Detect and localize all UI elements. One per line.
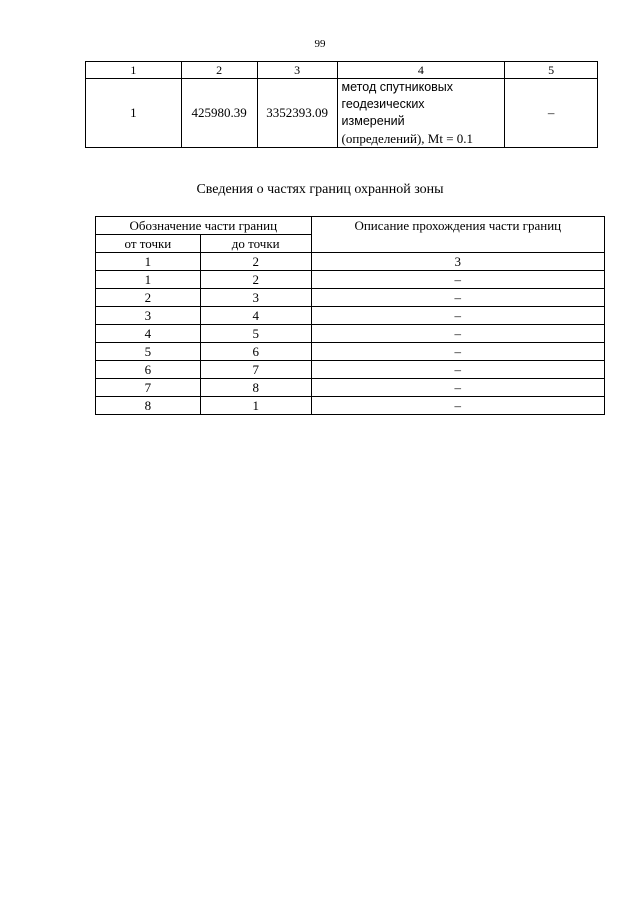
table-row	[86, 79, 598, 148]
method-cell	[337, 79, 505, 148]
to-point-cell: 1	[200, 397, 311, 415]
from-point-cell: 2	[96, 289, 201, 307]
to-point-cell: 3	[200, 289, 311, 307]
from-point-cell: 3	[96, 307, 201, 325]
boundary-parts-table	[95, 216, 605, 415]
table-row	[96, 271, 605, 289]
to-point-cell: 5	[200, 325, 311, 343]
column-header: 1	[86, 62, 182, 79]
coordinates-header-row	[86, 62, 598, 79]
to-point-cell: 2	[200, 271, 311, 289]
description-cell: –	[311, 307, 604, 325]
method-line: (определений), Mt = 0.1	[341, 131, 474, 146]
description-cell: –	[311, 361, 604, 379]
x-coordinate-cell: 425980.39	[181, 79, 257, 148]
method-line: метод спутниковых	[341, 80, 454, 94]
from-point-cell: 4	[96, 325, 201, 343]
page-number: 99	[314, 38, 326, 50]
from-point-cell: 1	[96, 271, 201, 289]
column-index-row	[96, 253, 605, 271]
y-coordinate-cell: 3352393.09	[257, 79, 337, 148]
from-point-header: от точки	[96, 235, 201, 253]
column-index: 1	[96, 253, 201, 271]
description-cell: –	[311, 289, 604, 307]
column-header: 5	[505, 62, 598, 79]
coordinates-table	[85, 61, 598, 148]
to-point-cell: 4	[200, 307, 311, 325]
parts-header-row	[96, 217, 605, 235]
from-point-cell: 8	[96, 397, 201, 415]
description-cell: –	[311, 343, 604, 361]
to-point-cell: 8	[200, 379, 311, 397]
table-row	[96, 397, 605, 415]
method-line: геодезических	[341, 97, 425, 111]
description-header: Описание прохождения части границ	[311, 217, 604, 253]
column-header: 3	[257, 62, 337, 79]
table-row	[96, 325, 605, 343]
to-point-cell: 6	[200, 343, 311, 361]
table-row	[96, 289, 605, 307]
section-title: Сведения о частях границ охранной зоны	[196, 182, 444, 197]
to-point-header: до точки	[200, 235, 311, 253]
table-row	[96, 343, 605, 361]
from-point-cell: 5	[96, 343, 201, 361]
table-row	[96, 307, 605, 325]
to-point-cell: 7	[200, 361, 311, 379]
description-cell: –	[311, 271, 604, 289]
column-header: 2	[181, 62, 257, 79]
table-row	[96, 379, 605, 397]
from-point-cell: 7	[96, 379, 201, 397]
point-number-cell: 1	[86, 79, 182, 148]
table-row	[96, 361, 605, 379]
note-cell: –	[505, 79, 598, 148]
column-index: 2	[200, 253, 311, 271]
column-index: 3	[311, 253, 604, 271]
description-cell: –	[311, 397, 604, 415]
from-point-cell: 6	[96, 361, 201, 379]
method-line: измерений	[341, 114, 405, 128]
column-header: 4	[337, 62, 505, 79]
description-cell: –	[311, 325, 604, 343]
group-header: Обозначение части границ	[96, 217, 312, 235]
description-cell: –	[311, 379, 604, 397]
